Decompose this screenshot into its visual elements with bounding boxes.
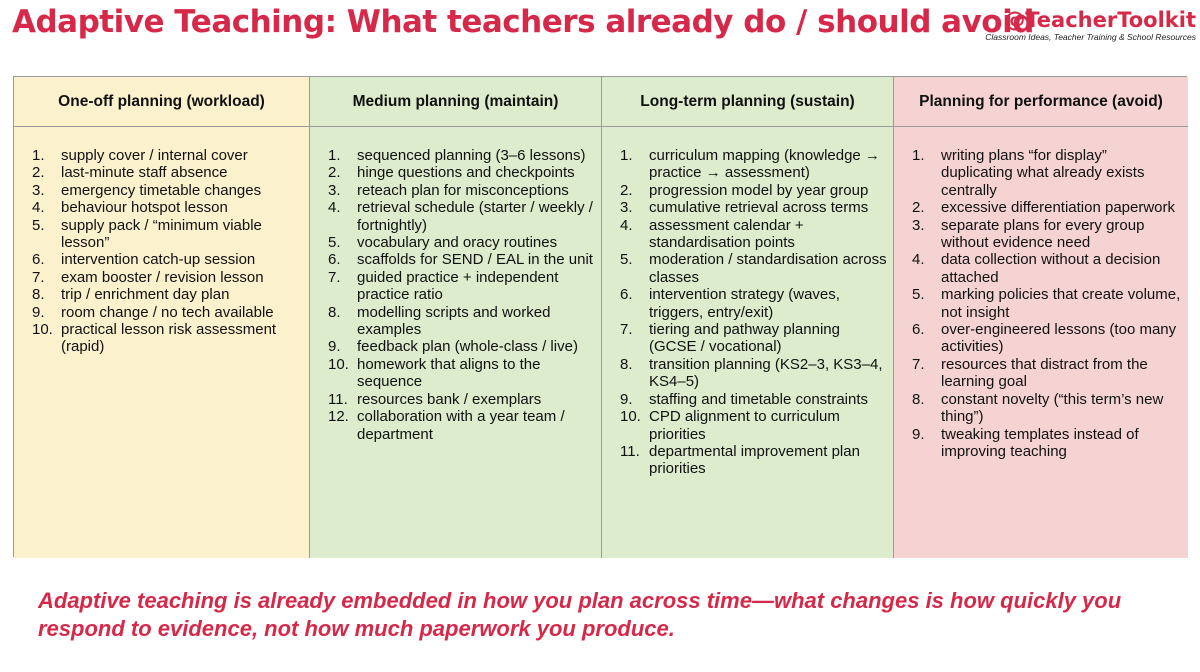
list-item-text: practical lesson risk assessment (rapid) [61, 321, 277, 356]
list-item-number: 7. [620, 321, 633, 339]
list-item [620, 286, 887, 321]
list-item-number: 9. [620, 390, 633, 408]
list-item-number: 5. [912, 286, 925, 304]
list-item-text: cumulative retrieval across terms [649, 199, 869, 217]
list-item-text: constant novelty (“this term’s new thing”) [941, 390, 1164, 426]
list-item-text: feedback plan (whole-class / live) [357, 338, 578, 356]
list-item-text: homework that aligns to the sequence [357, 355, 541, 391]
list-item [32, 164, 303, 181]
list-item-number: 1. [32, 147, 45, 164]
list-item-text: intervention strategy (waves, triggers, entry/exit) [649, 286, 840, 321]
list-item-number: 9. [912, 425, 925, 443]
list-item-text: over-engineered lessons (too many activities) [941, 321, 1177, 356]
column-heading-one-off: One-off planning (workload) [14, 77, 310, 127]
list-item-text: moderation / standardisation across classes [649, 251, 887, 286]
list-item-text: hinge questions and checkpoints [357, 164, 575, 182]
item-list [14, 127, 309, 356]
list-item-text: CPD alignment to curriculum priorities [649, 408, 840, 443]
list-item-text: sequenced planning (3–6 lessons) [357, 147, 586, 164]
list-item-number: 2. [32, 164, 45, 182]
list-item-text: scaffolds for SEND / EAL in the unit [357, 251, 593, 269]
list-item-text: staffing and timetable constraints [649, 390, 869, 408]
list-item [32, 199, 303, 216]
list-item [328, 356, 595, 391]
list-item-text: resources that distract from the learning goal [941, 355, 1148, 391]
list-item-text: reteach plan for misconceptions [357, 181, 569, 199]
list-item-text: tiering and pathway planning (GCSE / vocational) [649, 321, 840, 356]
item-list [894, 127, 1188, 460]
footer-statement: Adaptive teaching is already embedded in how you plan across time—what changes is how quickly you respond to evidence, not how much paperwork you produce. [38, 588, 1122, 641]
list-item-number: 4. [32, 199, 45, 217]
list-item-number: 3. [32, 181, 45, 199]
list-item-text: modelling scripts and worked examples [357, 303, 551, 339]
list-item [32, 147, 303, 164]
list-item [32, 269, 303, 286]
list-item-text: retrieval schedule (starter / weekly / fortnightly) [357, 199, 593, 234]
list-item-text: emergency timetable changes [61, 181, 262, 199]
list-item [620, 408, 887, 443]
list-item-number: 2. [620, 181, 633, 199]
list-item-number: 7. [32, 268, 45, 286]
list-item [912, 199, 1182, 216]
list-item-text: vocabulary and oracy routines [357, 234, 558, 252]
list-item-number: 11. [328, 390, 348, 408]
column-heading-long-term: Long-term planning (sustain) [602, 77, 894, 127]
list-item-text: collaboration with a year team / department [357, 408, 565, 443]
brand-handle: @TeacherToolkit [1004, 8, 1196, 32]
list-item-number: 5. [32, 216, 45, 234]
list-item-number: 10. [32, 321, 53, 339]
item-list [310, 127, 601, 443]
list-item-number: 7. [328, 268, 341, 286]
list-item-text: excessive differentiation paperwork [941, 199, 1176, 217]
column-body-performance [894, 127, 1188, 558]
page-title: Adaptive Teaching: What teachers already do / should avoid [12, 4, 1034, 40]
list-item [328, 182, 595, 199]
list-item-text: exam booster / revision lesson [61, 268, 264, 286]
brand-tagline: Classroom Ideas, Teacher Training & School Resources [985, 32, 1196, 42]
list-item [912, 251, 1182, 286]
list-item [328, 304, 595, 339]
column-body-one-off [14, 127, 310, 558]
brand-logo [985, 8, 1196, 43]
list-item [328, 234, 595, 251]
list-item-text: room change / no tech available [61, 303, 274, 321]
list-item [912, 356, 1182, 391]
list-item-number: 8. [32, 286, 45, 304]
list-item [620, 217, 887, 252]
list-item [32, 286, 303, 303]
list-item-number: 2. [912, 199, 925, 217]
list-item-number: 6. [328, 251, 341, 269]
list-item [328, 199, 595, 234]
list-item [328, 269, 595, 304]
list-item-text: guided practice + independent practice ratio [357, 268, 559, 304]
list-item-text: trip / enrichment day plan [61, 286, 230, 304]
list-item [32, 182, 303, 199]
list-item-text: transition planning (KS2–3, KS3–4, KS4–5) [649, 355, 883, 391]
list-item-number: 3. [620, 199, 633, 217]
list-item [912, 147, 1182, 199]
list-item [328, 147, 595, 164]
column-body-long-term [602, 127, 894, 558]
list-item [912, 426, 1182, 461]
list-item-text: marking policies that create volume, not insight [941, 286, 1181, 321]
list-item [328, 251, 595, 268]
list-item [328, 338, 595, 355]
list-item-number: 4. [912, 251, 925, 269]
list-item-number: 4. [328, 199, 341, 217]
list-item [328, 391, 595, 408]
list-item-number: 1. [620, 147, 633, 164]
list-item [912, 217, 1182, 252]
list-item-text: resources bank / exemplars [357, 390, 542, 408]
list-item [620, 321, 887, 356]
list-item [32, 304, 303, 321]
list-item-number: 9. [32, 303, 45, 321]
list-item-number: 6. [32, 251, 45, 269]
list-item-text: intervention catch-up session [61, 251, 256, 269]
list-item-number: 1. [328, 147, 341, 164]
list-item-text: curriculum mapping (knowledge → practice → assessment) [649, 147, 880, 182]
list-item [620, 356, 887, 391]
list-item-number: 1. [912, 147, 925, 164]
list-item [32, 321, 303, 356]
list-item-text: last-minute staff absence [61, 164, 228, 182]
list-item-number: 4. [620, 216, 633, 234]
list-item [620, 391, 887, 408]
planning-table [13, 76, 1187, 557]
list-item [620, 443, 887, 478]
list-item [620, 251, 887, 286]
list-item-number: 2. [328, 164, 341, 182]
list-item-number: 3. [912, 216, 925, 234]
list-item-number: 5. [328, 234, 341, 252]
list-item [32, 217, 303, 252]
list-item-number: 10. [328, 355, 349, 373]
list-item [620, 199, 887, 216]
list-item [620, 182, 887, 199]
list-item-number: 6. [620, 286, 633, 304]
list-item-text: supply pack / “minimum viable lesson” [61, 216, 262, 252]
list-item-number: 10. [620, 408, 641, 426]
list-item-text: assessment calendar + standardisation points [649, 216, 804, 252]
list-item-number: 8. [328, 303, 341, 321]
list-item-text: departmental improvement plan priorities [649, 442, 860, 478]
list-item-text: separate plans for every group without evidence need [941, 216, 1145, 252]
list-item-number: 6. [912, 321, 925, 339]
column-heading-medium: Medium planning (maintain) [310, 77, 602, 127]
list-item-text: tweaking templates instead of improving teaching [941, 425, 1139, 460]
list-item-number: 12. [328, 408, 349, 426]
list-item [620, 147, 887, 182]
list-item [912, 286, 1182, 321]
list-item-text: supply cover / internal cover [61, 147, 248, 164]
list-item-text: progression model by year group [649, 181, 869, 199]
list-item-text: behaviour hotspot lesson [61, 199, 228, 217]
list-item-number: 8. [912, 390, 925, 408]
list-item [912, 391, 1182, 426]
column-body-medium [310, 127, 602, 558]
list-item [912, 321, 1182, 356]
list-item-number: 5. [620, 251, 633, 269]
list-item-text: data collection without a decision attached [941, 251, 1161, 286]
list-item [328, 164, 595, 181]
list-item [32, 251, 303, 268]
list-item-text: writing plans “for display” duplicating what already exists centrally [941, 147, 1145, 199]
list-item-number: 9. [328, 338, 341, 356]
column-heading-performance: Planning for performance (avoid) [894, 77, 1188, 127]
item-list [602, 127, 893, 478]
list-item [328, 408, 595, 443]
list-item-number: 3. [328, 181, 341, 199]
list-item-number: 7. [912, 355, 925, 373]
list-item-number: 8. [620, 355, 633, 373]
list-item-number: 11. [620, 442, 640, 460]
